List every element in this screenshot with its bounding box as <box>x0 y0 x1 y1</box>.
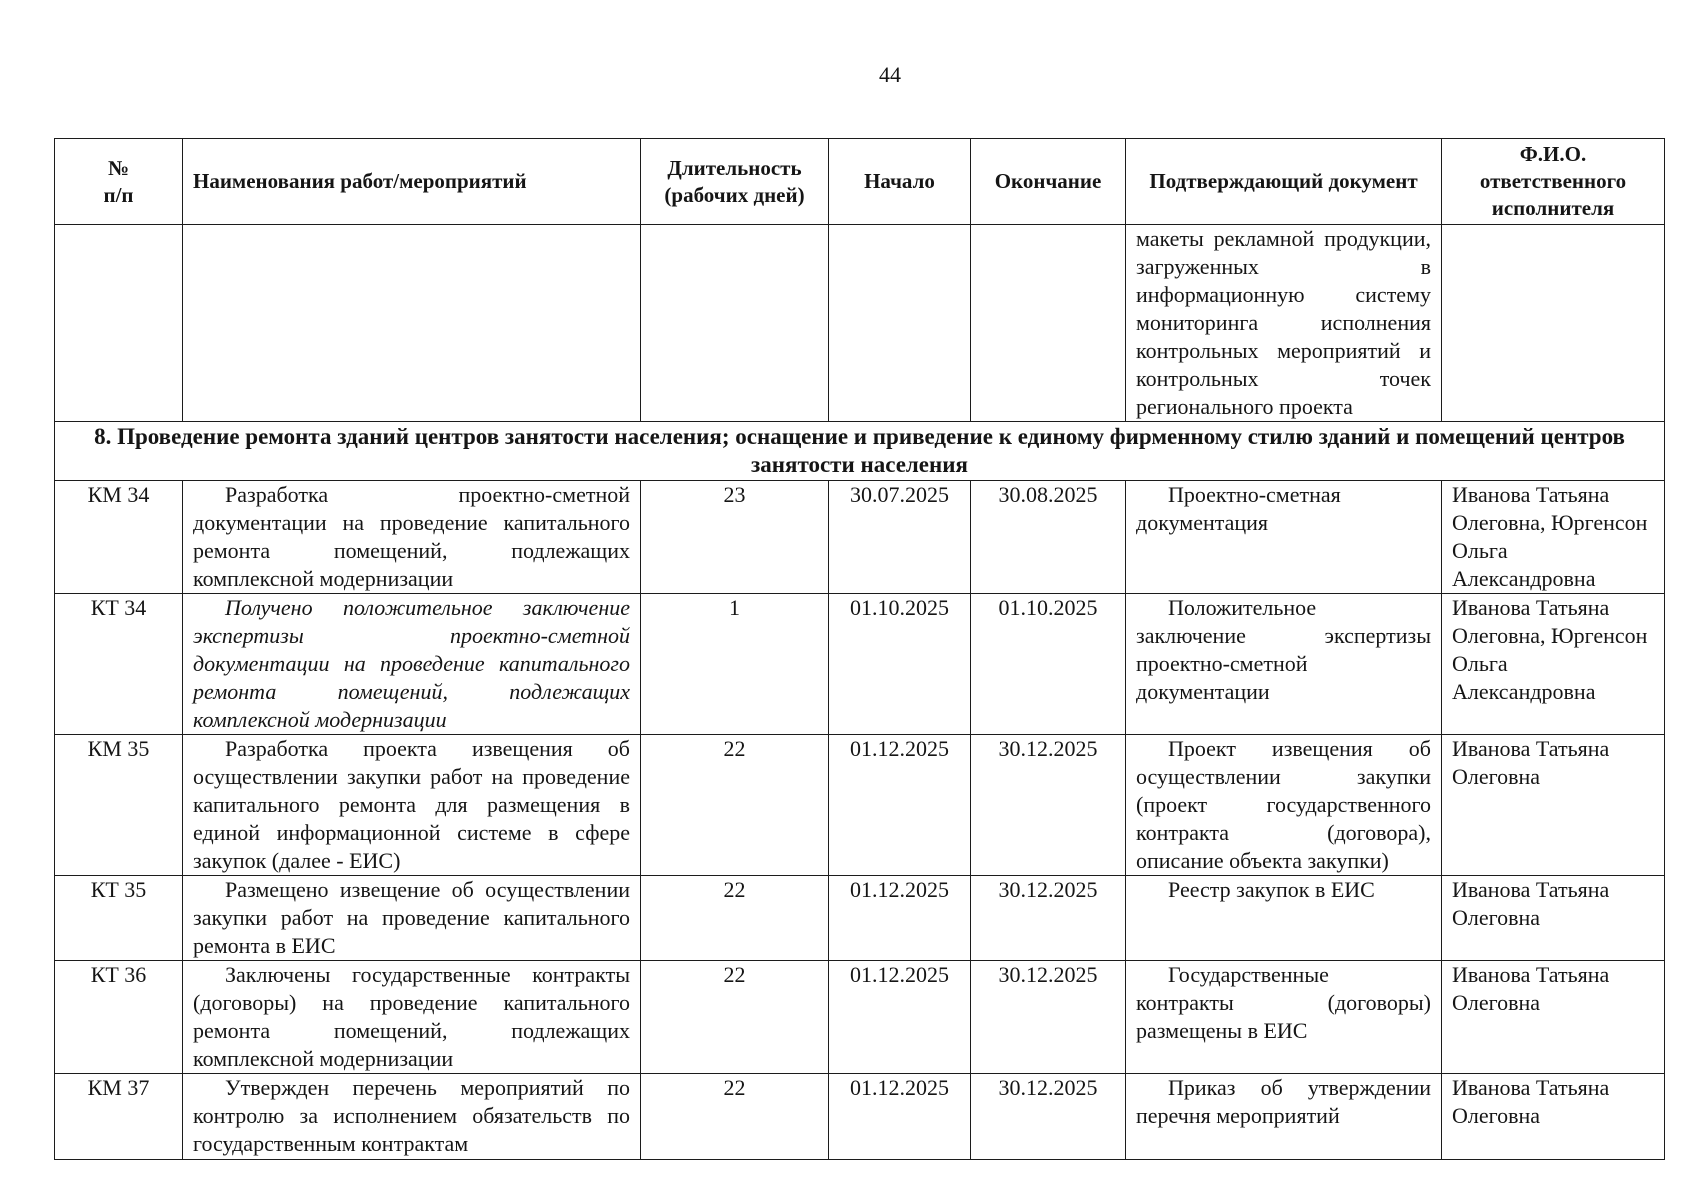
cell-start: 01.12.2025 <box>829 961 971 1074</box>
work-plan-table <box>54 138 1665 1160</box>
cell-start: 30.07.2025 <box>829 481 971 594</box>
cell-no: КМ 35 <box>55 735 183 876</box>
cell-document: Проектно-сметная документация <box>1126 481 1442 594</box>
cell-name: Разработка проектно-сметной документации на проведение капитального ремонта помещений, подлежащих комплексной модернизации <box>183 481 641 594</box>
table-row <box>55 594 1665 735</box>
page-number: 44 <box>879 62 901 87</box>
cell-duration <box>641 225 829 422</box>
header-name: Наименования работ/мероприятий <box>183 139 641 225</box>
cell-duration: 22 <box>641 1074 829 1160</box>
cell-responsible <box>1442 225 1665 422</box>
cell-end: 30.12.2025 <box>971 961 1126 1074</box>
section-row <box>55 422 1665 481</box>
cell-name: Заключены государственные контракты (договоры) на проведение капитального ремонта помещений, подлежащих комплексной модернизации <box>183 961 641 1074</box>
cell-end: 30.12.2025 <box>971 876 1126 961</box>
cell-name: Утвержден перечень мероприятий по контролю за исполнением обязательств по государственным контрактам <box>183 1074 641 1160</box>
cell-responsible: Иванова Татьяна Олеговна <box>1442 1074 1665 1160</box>
header-start: Начало <box>829 139 971 225</box>
cell-end <box>971 225 1126 422</box>
cell-duration: 22 <box>641 735 829 876</box>
table-row-continuation <box>55 225 1665 422</box>
cell-duration: 23 <box>641 481 829 594</box>
header-duration: Длительность (рабочих дней) <box>641 139 829 225</box>
table-row <box>55 735 1665 876</box>
cell-no: КМ 34 <box>55 481 183 594</box>
cell-no: КМ 37 <box>55 1074 183 1160</box>
cell-end: 30.12.2025 <box>971 735 1126 876</box>
cell-responsible: Иванова Татьяна Олеговна, Юргенсон Ольга Александровна <box>1442 481 1665 594</box>
header-end: Окончание <box>971 139 1126 225</box>
cell-name: Размещено извещение об осуществлении закупки работ на проведение капитального ремонта в ЕИС <box>183 876 641 961</box>
cell-document: Приказ об утверждении перечня мероприятий <box>1126 1074 1442 1160</box>
table-row <box>55 1074 1665 1160</box>
cell-document: Проект извещения об осуществлении закупки (проект государственного контракта (договора), описание объекта закупки) <box>1126 735 1442 876</box>
cell-duration: 1 <box>641 594 829 735</box>
cell-end: 01.10.2025 <box>971 594 1126 735</box>
cell-responsible: Иванова Татьяна Олеговна <box>1442 961 1665 1074</box>
cell-start: 01.10.2025 <box>829 594 971 735</box>
cell-name: Разработка проекта извещения об осуществлении закупки работ на проведение капитального ремонта для размещения в единой информационной системе в сфере закупок (далее - ЕИС) <box>183 735 641 876</box>
table-row <box>55 481 1665 594</box>
cell-no: КТ 35 <box>55 876 183 961</box>
table-header <box>55 139 1665 225</box>
cell-duration: 22 <box>641 961 829 1074</box>
cell-responsible: Иванова Татьяна Олеговна, Юргенсон Ольга Александровна <box>1442 594 1665 735</box>
cell-duration: 22 <box>641 876 829 961</box>
header-responsible: Ф.И.О. ответственного исполнителя <box>1442 139 1665 225</box>
cell-responsible: Иванова Татьяна Олеговна <box>1442 735 1665 876</box>
cell-document: Положительное заключение экспертизы проектно-сметной документации <box>1126 594 1442 735</box>
cell-start: 01.12.2025 <box>829 1074 971 1160</box>
cell-responsible: Иванова Татьяна Олеговна <box>1442 876 1665 961</box>
table-row <box>55 876 1665 961</box>
cell-start <box>829 225 971 422</box>
cell-start: 01.12.2025 <box>829 876 971 961</box>
cell-document: Государственные контракты (договоры) размещены в ЕИС <box>1126 961 1442 1074</box>
cell-document: макеты рекламной продукции, загруженных в информационную систему мониторинга исполнения контрольных мероприятий и контрольных точек регионального проекта <box>1126 225 1442 422</box>
cell-start: 01.12.2025 <box>829 735 971 876</box>
section-title: 8. Проведение ремонта зданий центров занятости населения; оснащение и приведение к единому фирменному стилю зданий и помещений центров занятости населения <box>55 422 1665 481</box>
table-row <box>55 961 1665 1074</box>
header-document: Подтверждающий документ <box>1126 139 1442 225</box>
cell-name <box>183 225 641 422</box>
cell-no: КТ 36 <box>55 961 183 1074</box>
cell-end: 30.12.2025 <box>971 1074 1126 1160</box>
cell-no <box>55 225 183 422</box>
cell-end: 30.08.2025 <box>971 481 1126 594</box>
cell-name: Получено положительное заключение экспертизы проектно-сметной документации на проведение капитального ремонта помещений, подлежащих комплексной модернизации <box>183 594 641 735</box>
header-no: № п/п <box>55 139 183 225</box>
cell-document: Реестр закупок в ЕИС <box>1126 876 1442 961</box>
cell-no: КТ 34 <box>55 594 183 735</box>
